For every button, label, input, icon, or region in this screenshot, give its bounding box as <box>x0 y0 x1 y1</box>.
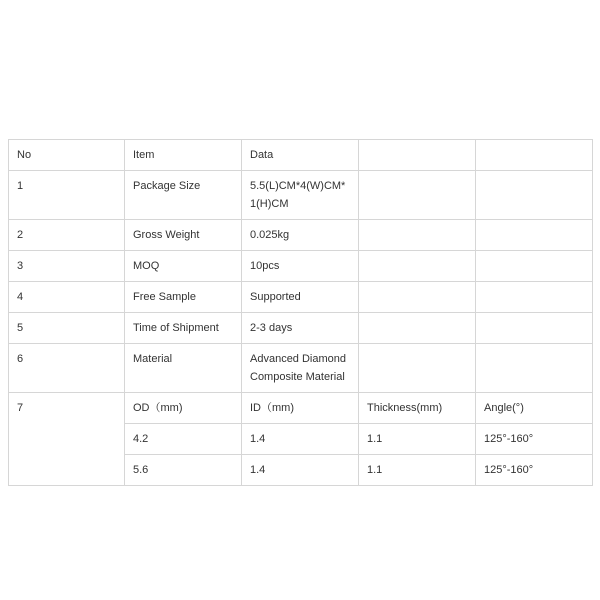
empty-cell <box>359 344 476 393</box>
table-header-row <box>9 140 593 171</box>
dimension-header-od: OD（mm) <box>125 393 242 424</box>
row-number: 1 <box>9 171 125 220</box>
header-cell-data: Data <box>242 140 359 171</box>
row-number: 2 <box>9 220 125 251</box>
dimension-header-id: ID（mm) <box>242 393 359 424</box>
row-data: 0.025kg <box>242 220 359 251</box>
header-cell-item: Item <box>125 140 242 171</box>
row-item: MOQ <box>125 251 242 282</box>
spec-table <box>8 139 593 486</box>
empty-cell <box>359 282 476 313</box>
dimension-thickness: 1.1 <box>359 424 476 455</box>
table-row <box>9 344 593 393</box>
row-data: Advanced Diamond Composite Material <box>242 344 359 393</box>
empty-cell <box>476 220 593 251</box>
row-data: 5.5(L)CM*4(W)CM*1(H)CM <box>242 171 359 220</box>
row-data: 2-3 days <box>242 313 359 344</box>
row-number: 7 <box>9 393 125 486</box>
table-row <box>9 313 593 344</box>
empty-cell <box>476 313 593 344</box>
empty-cell <box>359 220 476 251</box>
empty-cell <box>476 171 593 220</box>
row-number: 4 <box>9 282 125 313</box>
dimension-angle: 125°-160° <box>476 424 593 455</box>
dimension-od: 4.2 <box>125 424 242 455</box>
empty-cell <box>359 171 476 220</box>
row-item: Time of Shipment <box>125 313 242 344</box>
row-data: Supported <box>242 282 359 313</box>
row-item: Package Size <box>125 171 242 220</box>
header-cell-no: No <box>9 140 125 171</box>
dimension-header-thickness: Thickness(mm) <box>359 393 476 424</box>
dimension-thickness: 1.1 <box>359 455 476 486</box>
table-row <box>9 251 593 282</box>
row-data: 10pcs <box>242 251 359 282</box>
dimensions-header-row <box>9 393 593 424</box>
empty-cell <box>359 251 476 282</box>
row-number: 6 <box>9 344 125 393</box>
row-item: Gross Weight <box>125 220 242 251</box>
empty-cell <box>476 251 593 282</box>
table-row <box>9 282 593 313</box>
header-cell-empty <box>476 140 593 171</box>
row-number: 5 <box>9 313 125 344</box>
table-row <box>9 171 593 220</box>
table-row <box>9 220 593 251</box>
row-item: Material <box>125 344 242 393</box>
empty-cell <box>359 313 476 344</box>
row-number: 3 <box>9 251 125 282</box>
dimension-angle: 125°-160° <box>476 455 593 486</box>
dimension-od: 5.6 <box>125 455 242 486</box>
dimension-header-angle: Angle(°) <box>476 393 593 424</box>
header-cell-empty <box>359 140 476 171</box>
dimension-id: 1.4 <box>242 424 359 455</box>
spec-table-container <box>8 139 592 486</box>
empty-cell <box>476 282 593 313</box>
row-item: Free Sample <box>125 282 242 313</box>
empty-cell <box>476 344 593 393</box>
dimension-id: 1.4 <box>242 455 359 486</box>
